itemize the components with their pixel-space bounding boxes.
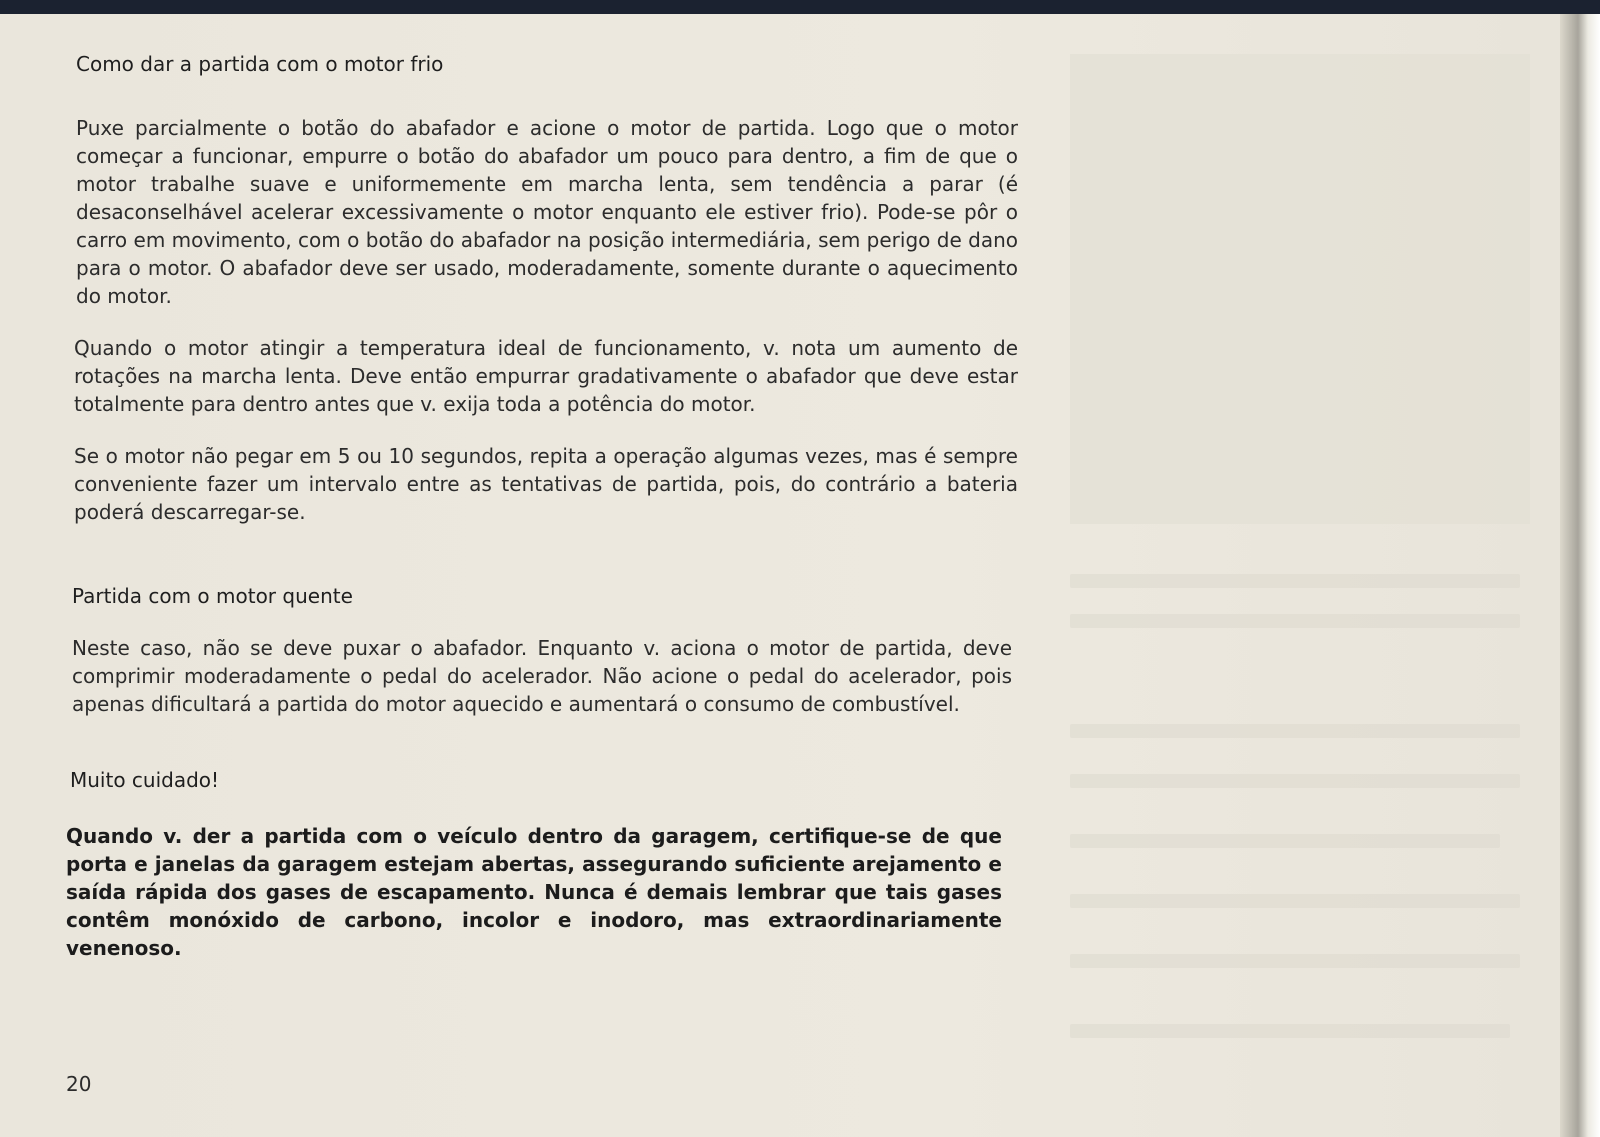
section-heading-cold-start: Como dar a partida com o motor frio bbox=[76, 52, 444, 76]
scan-top-edge bbox=[0, 0, 1600, 14]
section-heading-warning: Muito cuidado! bbox=[70, 768, 220, 792]
paragraph: Neste caso, não se deve puxar o abafador. Enquanto v. aciona o motor de partida, deve comprimir moderadamente o pedal do acelerador. Não acione o pedal do acelerador, pois apenas dificultará a partida do motor aquecido e aumentará o consumo de combustível. bbox=[72, 636, 1012, 716]
page-number: 20 bbox=[66, 1072, 92, 1096]
warning-paragraph: Quando v. der a partida com o veículo dentro da garagem, certifique-se de que porta e janelas da garagem estejam abertas, assegurando suficiente arejamento e saída rápida dos gases de escapamento. Nunca é demais lembrar que tais gases contêm monóxido de carbono, incolor e inodoro, mas extraordinariamente venenoso. bbox=[66, 824, 1002, 960]
bleed-through-photo bbox=[1070, 54, 1530, 524]
paragraph: Quando o motor atingir a temperatura ideal de funcionamento, v. nota um aumento de rotações na marcha lenta. Deve então empurrar gradativamente o abafador que deve estar totalmente para dentro antes que v. exija toda a potência do motor. bbox=[74, 336, 1018, 416]
bleed-through-text bbox=[1070, 834, 1500, 848]
paragraph: Se o motor não pegar em 5 ou 10 segundos, repita a operação algumas vezes, mas é sempre conveniente fazer um intervalo entre as tentativas de partida, pois, do contrário a bateria poderá descarregar-se. bbox=[74, 444, 1018, 524]
bleed-through-text bbox=[1070, 574, 1520, 588]
bleed-through-text bbox=[1070, 614, 1520, 628]
bleed-through-text bbox=[1070, 954, 1520, 968]
bleed-through-text bbox=[1070, 1024, 1510, 1038]
page-binding-edge bbox=[1560, 14, 1600, 1137]
bleed-through-text bbox=[1070, 724, 1520, 738]
section-heading-warm-start: Partida com o motor quente bbox=[72, 584, 353, 608]
bleed-through-text bbox=[1070, 774, 1520, 788]
page-content bbox=[66, 52, 1026, 962]
bleed-through-text bbox=[1070, 894, 1520, 908]
paragraph: Puxe parcialmente o botão do abafador e acione o motor de partida. Logo que o motor começar a funcionar, empurre o botão do abafador um pouco para dentro, a fim de que o motor trabalhe suave e uniformemente em marcha lenta, sem tendência a parar (é desaconselhável acelerar excessivamente o motor enquanto ele estiver frio). Pode-se pôr o carro em movimento, com o botão do abafador na posição intermediária, sem perigo de dano para o motor. O abafador deve ser usado, moderadamente, somente durante o aquecimento do motor. bbox=[76, 116, 1018, 308]
